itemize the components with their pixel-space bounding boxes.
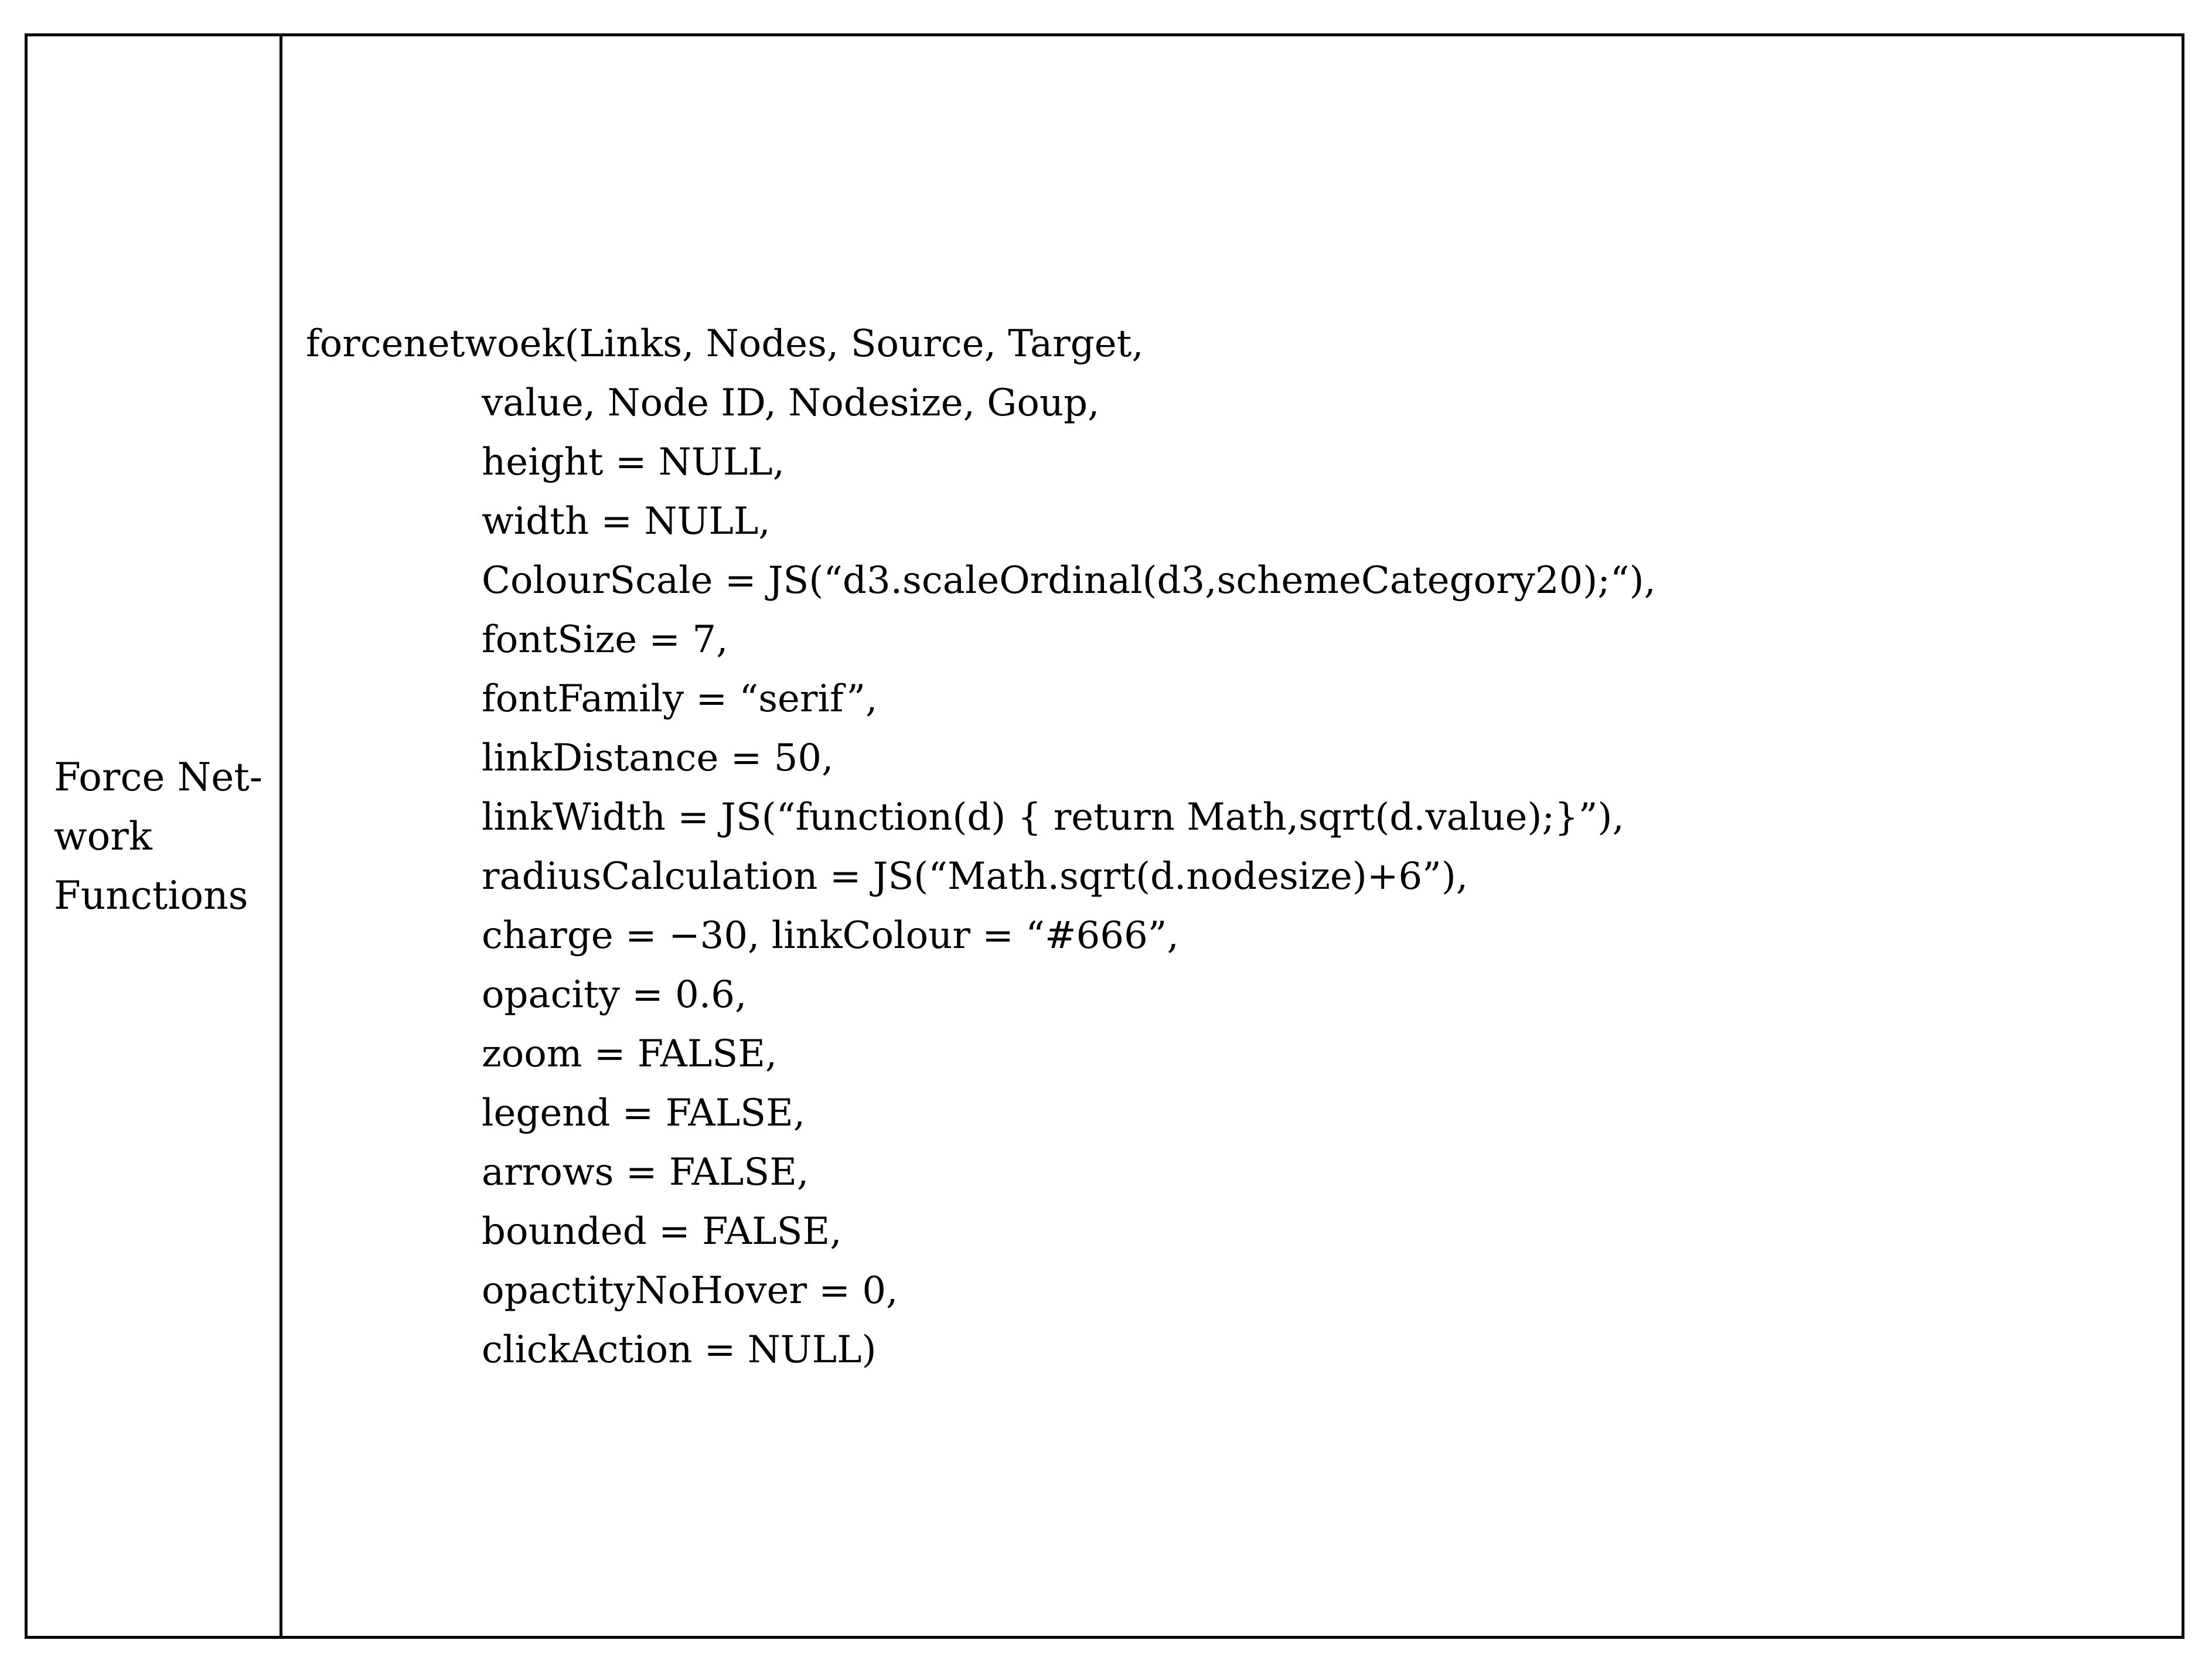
code-line: radiusCalculation = JS(“Math.sqrt(d.nodesize)+6”), [482, 855, 1468, 898]
row-label: Force Net- work Functions [54, 754, 263, 918]
code-line: opacity = 0.6, [482, 973, 747, 1017]
code-line: bounded = FALSE, [482, 1210, 842, 1253]
code-line: opactityNoHover = 0, [482, 1269, 898, 1312]
code-line: fontSize = 7, [482, 618, 728, 661]
code-line: linkWidth = JS(“function(d) { return Math,sqrt(d.value);}”), [482, 796, 1624, 839]
code-line: height = NULL, [482, 441, 785, 484]
code-block [306, 315, 1656, 1380]
code-line-header: forcenetwoek(Links, Nodes, Source, Target, [306, 322, 1144, 366]
code-line: charge = −30, linkColour = “#666”, [482, 914, 1179, 957]
code-line: arrows = FALSE, [482, 1151, 809, 1194]
function-table [25, 33, 2184, 1639]
code-line: fontFamily = “serif”, [482, 677, 878, 721]
label-cell [28, 36, 282, 1636]
code-cell [282, 36, 2182, 1636]
code-line: zoom = FALSE, [482, 1032, 778, 1076]
code-line: width = NULL, [482, 500, 771, 543]
code-line: legend = FALSE, [482, 1092, 806, 1135]
code-line: ColourScale = JS(“d3.scaleOrdinal(d3,schemeCategory20);“), [482, 559, 1656, 602]
code-line: value, Node ID, Nodesize, Goup, [482, 381, 1100, 425]
code-line: linkDistance = 50, [482, 736, 834, 780]
code-line: clickAction = NULL) [482, 1328, 877, 1372]
